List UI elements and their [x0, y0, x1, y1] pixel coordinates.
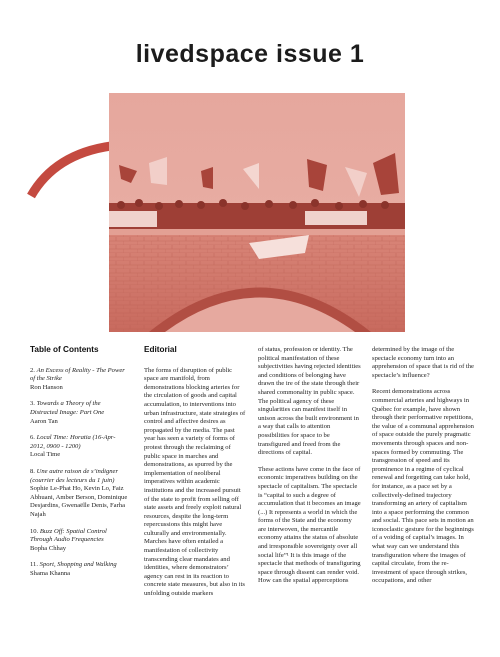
toc-item-number: 11. [30, 561, 38, 569]
table-of-contents [30, 346, 130, 586]
editorial-paragraph: These actions have come in the face of economic imperatives building on the spectacle of capitalism. The spectacle is “capital to such a degree of accumulation that it becomes an image (...) It represents a world in which the forms of the State and the economy are interwoven, the mercantile economy attains the status of absolute and irresponsible sovereignty over all social life”¹ It is this image of the spectacle that methods of transfiguring space through dissent can render void. How can the spatial apperceptions [258, 465, 361, 585]
toc-item-number: 10. [30, 527, 39, 535]
toc-item-title: Towards a Theory of the Distracted Image: Part One [30, 400, 105, 416]
toc-item-author: Local Time [30, 451, 61, 459]
toc-item[interactable] [30, 434, 130, 460]
toc-item-title: Une autre raison de s’indigner (courrier des lecteurs du 1 juin) [30, 467, 119, 484]
toc-item-number: 6. [30, 434, 35, 442]
editorial-heading: Editorial [144, 345, 177, 354]
toc-item[interactable] [30, 400, 130, 426]
toc-item[interactable] [30, 468, 130, 520]
toc-item-author: Aaron Tan [30, 417, 58, 425]
editorial-paragraph: The forms of disruption of public space are manifold, from demonstrations blocking arteries for the circulation of goods and capital accumulation, to interventions into urban infrastructure, state strategies of control and affective desires as propagated by the media. The past year has seen a variety of forms of protest through the reclaiming of public space in marches and demonstrations, as spurred by the implementation of neoliberal imperatives within academic institutions and the increased pursuit of the state to profit from selling off state assets and freely exploit natural resources, despite the long-term repercussions this might have culturally and environmentally. Marches have often entailed a manifestation of collectivity transcending clear mandates and identities, where demonstrators’ agency can rest in its reaction to concrete state measures, but also in its unfolding outside markers [144, 366, 246, 598]
toc-item-number: 3. [30, 400, 35, 408]
toc-item-number: 2. [30, 366, 35, 374]
cover-photo [109, 93, 405, 332]
toc-heading: Table of Contents [30, 345, 99, 354]
toc-item[interactable] [30, 367, 130, 393]
editorial-paragraph: of status, profession or identity. The political manifestation of these subjectivities having rejected identities and conditions of belonging have drawn the ire of the state through their shared commonality in public space. The political agency of these singularities can manifest itself in unison across the built environment in a way that calls to attention possibilities for space to be transfigured and freed from the directions of capital. [258, 346, 361, 457]
toc-item-author: Sophie Le-Phat Ho, Kevin Lo, Faiz Abhuani, Amber Berson, Dominique Desjardins, Gwenaëlle Denis, Farha Najah [30, 485, 128, 518]
toc-item[interactable] [30, 528, 130, 554]
decorative-arc [25, 140, 115, 205]
toc-item-title: An Excess of Reality - The Power of the Strike [30, 366, 125, 383]
toc-item-author: Shama Khanna [30, 569, 71, 577]
issue-title: livedspace issue 1 [135, 40, 365, 68]
toc-item-number: 8. [30, 467, 35, 475]
editorial-paragraph: determined by the image of the spectacle economy turn into an apprehension of space that is rid of the spectacle’s influence? [372, 346, 474, 379]
toc-item-author: Bopha Chhay [30, 544, 67, 552]
toc-item-author: Ron Hanson [30, 383, 63, 391]
editorial-column-3 [372, 346, 475, 594]
toc-item-title: Local Time: Horatia (16-Apr-2012, 0900 - 1200) [30, 434, 116, 450]
editorial-column-1 [144, 346, 247, 607]
toc-item-title: Sport, Shopping and Walking [39, 561, 117, 569]
editorial-paragraph: Recent demonstrations across commercial arteries and highways in Québec for example, have shown through their performative repetitions, the value of a communal apprehension of space outside the purely pragmatic movements through spaces and non-spaces formed by commuting. The transgression of speed and its prominence in a regime of cyclical renewal and forgetting can take hold, for instance, as a pace set by a collectively-defined trajectory transforming an artery of capitalism into a space performing the common and social. This pace sets in motion an iconoclastic gesture for the beginnings of a voiding of capital’s images. In what way can we understand this transfiguration where the images of capital circulate, from the re-investment of space through strikes, occupations, and other [372, 388, 474, 585]
toc-item[interactable] [30, 561, 130, 578]
toc-item-title: Buzz Off: Spatial Control Through Audio Frequencies [30, 527, 107, 544]
editorial-column-2 [258, 346, 361, 594]
